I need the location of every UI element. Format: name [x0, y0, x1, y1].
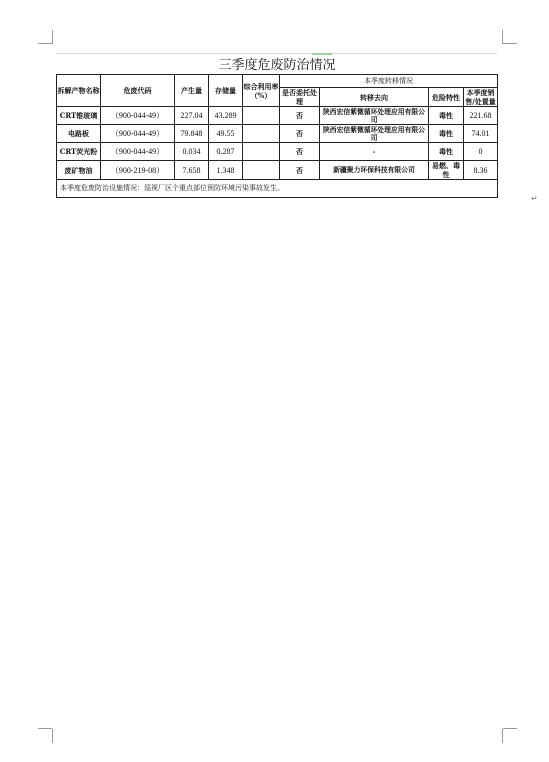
- header-product: 拆解产物名称: [57, 75, 101, 107]
- cell-entrusted: 否: [280, 125, 320, 143]
- cell-produced: 227.04: [175, 107, 209, 125]
- facility-note: 本季度危废防治设施情况：巡视厂区个重点部位预防环境污染事故发生。: [57, 180, 498, 198]
- cell-product: CRT荧光粉: [57, 143, 101, 161]
- cell-utilization: [243, 161, 280, 180]
- cell-hazard: 毒性: [429, 107, 464, 125]
- cell-product: 电路板: [57, 125, 101, 143]
- table-row: [57, 125, 498, 143]
- cell-entrusted: 否: [280, 161, 320, 180]
- cell-hazard: 毒性: [429, 143, 464, 161]
- table-row: [57, 107, 498, 125]
- header-hazard: 危险特性: [429, 88, 464, 107]
- cell-product: 废矿物油: [57, 161, 101, 180]
- cell-stored: 1.348: [209, 161, 243, 180]
- cell-utilization: [243, 143, 280, 161]
- header-transfer-group: 本季度转移情况: [280, 75, 498, 88]
- hazardous-waste-table: [56, 57, 498, 198]
- cell-destination: 新疆聚力环保科技有限公司: [320, 161, 429, 180]
- title-row: [57, 57, 498, 75]
- header-code: 危废代码: [101, 75, 175, 107]
- cell-destination: -: [320, 143, 429, 161]
- cell-produced: 79.848: [175, 125, 209, 143]
- cell-sold: 0: [464, 143, 498, 161]
- cell-produced: 0.034: [175, 143, 209, 161]
- cell-hazard: 易燃、毒性: [429, 161, 464, 180]
- note-row: [57, 180, 498, 198]
- page-title: 三季度危废防治情况: [57, 57, 498, 75]
- cell-entrusted: 否: [280, 107, 320, 125]
- cell-destination: 陕西宏信紫微循环处理应用有限公司: [320, 107, 429, 125]
- header-row-1: [57, 75, 498, 88]
- header-produced: 产生量: [175, 75, 209, 107]
- cell-code: （900-044-49）: [101, 125, 175, 143]
- header-destination: 转移去向: [320, 88, 429, 107]
- header-sold: 本季度销售/处置量: [465, 88, 496, 106]
- cell-utilization: [243, 107, 280, 125]
- title-top-rule: [56, 53, 497, 54]
- cell-sold: 8.36: [464, 161, 498, 180]
- table-row: [57, 161, 498, 180]
- cell-stored: 0.287: [209, 143, 243, 161]
- header-utilization: 综合利用率（%）: [243, 75, 280, 107]
- cell-hazard: 毒性: [429, 125, 464, 143]
- cell-stored: 43.289: [209, 107, 243, 125]
- cell-sold: 221.68: [464, 107, 498, 125]
- header-entrusted: 是否委托处理: [280, 88, 320, 107]
- cell-code: （900-219-08）: [101, 161, 175, 180]
- cell-entrusted: 否: [280, 143, 320, 161]
- cell-produced: 7.658: [175, 161, 209, 180]
- paragraph-return-mark: ↵: [531, 194, 538, 203]
- cell-code: （900-044-49）: [101, 107, 175, 125]
- table-row: [57, 143, 498, 161]
- cell-product: CRT锥玻璃: [57, 107, 101, 125]
- cell-utilization: [243, 125, 280, 143]
- cell-stored: 49.55: [209, 125, 243, 143]
- header-stored: 存储量: [209, 75, 243, 107]
- cell-destination: 陕西宏信紫微循环处理应用有限公司: [320, 125, 429, 143]
- cell-code: （900-044-49）: [101, 143, 175, 161]
- cell-sold: 74.01: [464, 125, 498, 143]
- cursor-marker: [312, 53, 332, 55]
